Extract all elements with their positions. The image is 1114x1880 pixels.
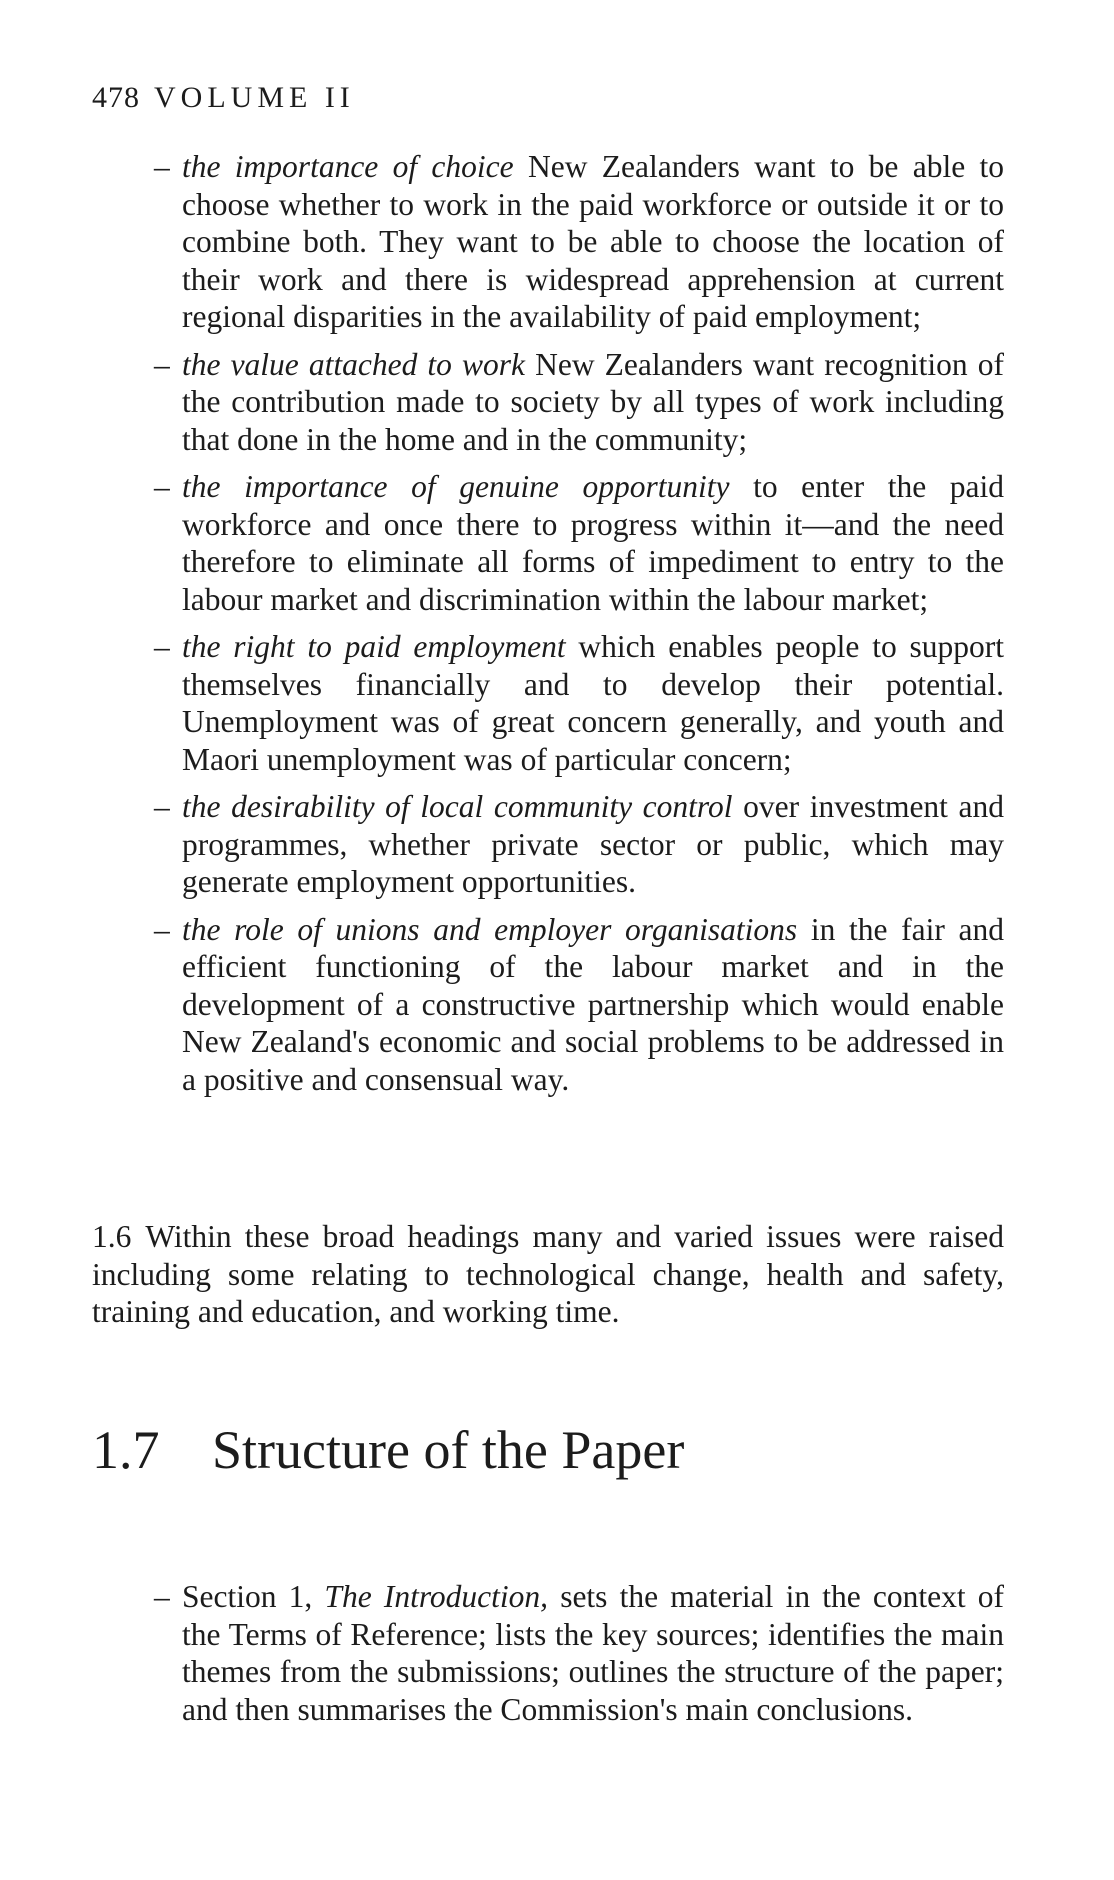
item-text-after: sets the material in the context of the Terms of Reference; lists the key sources; identifies the main themes from the submissions; outlines the structure of the paper; and then summarises the Commission's main conclusions. [182, 1579, 1004, 1727]
theme-text: over investment and programmes, whether private sector or public, which may generate employment opportunities. [182, 789, 1005, 899]
structure-list [148, 1578, 1004, 1738]
dash-marker: – [154, 149, 170, 184]
themes-list [148, 148, 1004, 1108]
dash-marker: – [154, 1579, 170, 1614]
theme-text: in the fair and efficient functioning of the labour market and in the development of a constructive partnership which would enable New Zealand's economic and social problems to be addressed in a positive and consensual way. [182, 911, 1004, 1097]
list-item [148, 911, 1004, 1099]
volume-label: VOLUME II [154, 81, 355, 114]
list-item [148, 468, 1004, 618]
theme-lead: the importance of genuine opportunity [182, 469, 730, 504]
theme-lead: the desirability of local community control [182, 789, 733, 824]
theme-lead: the right to paid employment [182, 629, 566, 664]
item-italic-title: The Introduction, [324, 1579, 549, 1614]
theme-text: New Zealanders want to be able to choose whether to work in the paid workforce or outside it or to combine both. They want to be able to choose the location of their work and there is widespread apprehension at current regional disparities in the availability of paid employment; [182, 149, 1005, 334]
dash-marker: – [154, 911, 170, 947]
running-head [92, 80, 355, 116]
paragraph-1-6 [92, 1218, 1004, 1331]
section-number: 1.7 [92, 1420, 160, 1480]
paragraph-number: 1.6 [92, 1219, 132, 1254]
page-number: 478 [92, 81, 140, 114]
section-heading [92, 1418, 684, 1482]
section-title: Structure of the Paper [212, 1420, 685, 1480]
theme-text: which enables people to support themselves financially and to develop their potential. Unemployment was of great concern generally, and youth and Maori unemployment was of particular concern; [182, 629, 1004, 777]
list-item [148, 346, 1004, 459]
list-item [148, 788, 1004, 901]
theme-lead: the role of unions and employer organisations [182, 911, 798, 947]
theme-lead: the value attached to work [182, 346, 525, 382]
dash-marker: – [154, 469, 170, 504]
theme-lead: the importance of choice [182, 149, 514, 184]
paragraph-text: Within these broad headings many and varied issues were raised including some relating to technological change, health and safety, training and education, and working time. [92, 1219, 1004, 1329]
list-item [148, 1578, 1004, 1728]
theme-text: New Zealanders want recognition of the contribution made to society by all types of work including that done in the home and in the community; [182, 346, 1004, 457]
dash-marker: – [154, 789, 170, 824]
theme-text: to enter the paid workforce and once there to progress within it—and the need therefore to eliminate all forms of impediment to entry to the labour market and discrimination within the labour market; [182, 469, 1005, 617]
dash-marker: – [154, 346, 170, 382]
list-item [148, 628, 1004, 778]
list-item [148, 148, 1004, 336]
dash-marker: – [154, 629, 170, 664]
item-text-before: Section 1, [182, 1579, 313, 1614]
